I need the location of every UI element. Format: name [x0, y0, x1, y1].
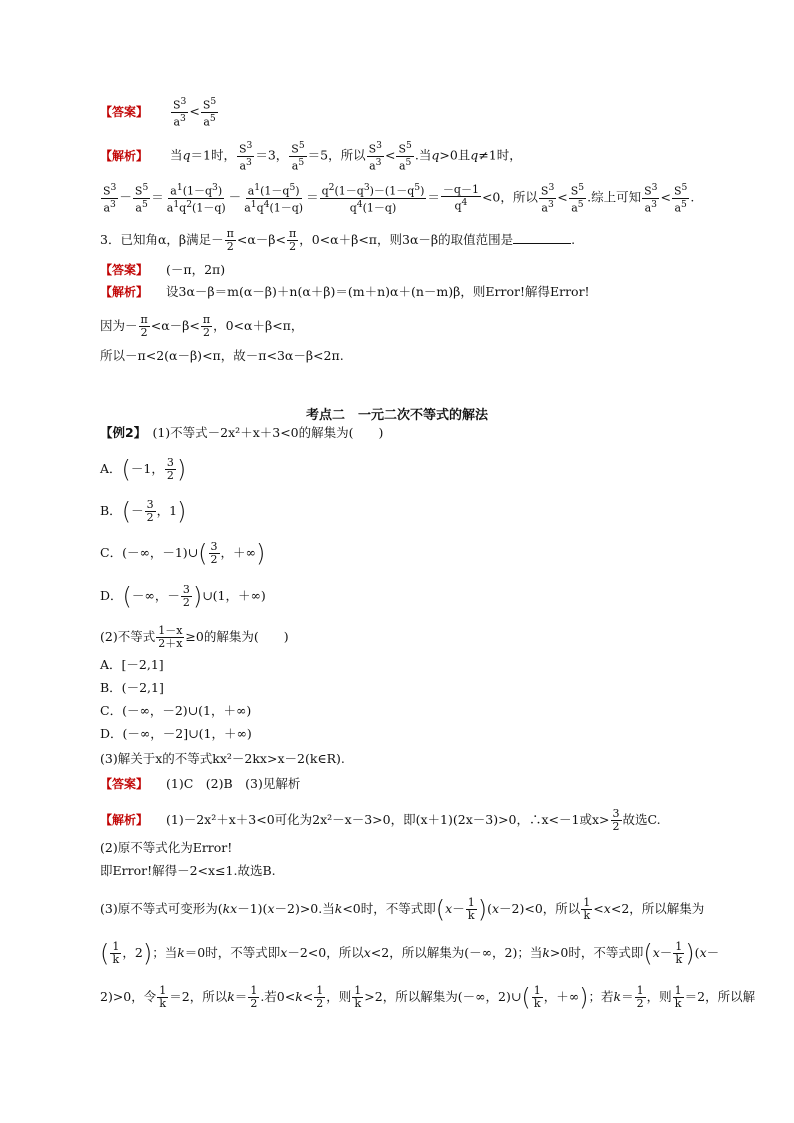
analysis-label: 【解析】: [100, 148, 149, 163]
option-a: A．(－1， $\frac{3}{2}$ ): [100, 455, 187, 484]
analysis-ex2-3a: (3)原不等式可变形为(kx－1)(x－2)>0.当k<0时，不等式即(x－ $\frac{1}{k}$ )(x－2)<0，所以 $\frac{1}{k}$ <x<2，所以解集为: [100, 895, 705, 924]
q2-option-c: C．(－∞，－2)∪(1，＋∞): [100, 703, 252, 718]
analysis-ex2-3c: 2)>0，令 $\frac{1}{k}$ ＝2，所以k＝ $\frac{1}{2}$ .若0<k< $\frac{1}{2}$ ，则 $\frac{1}{k}$ >2，所以解集为(－∞，2)∪( $\frac{1}{k}$ ，＋∞)；若k＝ $\frac{1}{2}$ ，则 $\frac{1}{k}$ ＝2，所以解: [100, 983, 756, 1012]
analysis-ex2-3b: ( $\frac{1}{k}$ ，2)；当k＝0时，不等式即x－2<0，所以x<2，所以解集为(－∞，2)；当k>0时，不等式即(x－ $\frac{1}{k}$ )(x－: [100, 939, 720, 968]
answer-line-3: 【答案】 (－π，2π): [100, 262, 226, 277]
analysis-line-3c: 所以－π<2(α－β)<π，故－π<3α－β<2π.: [100, 348, 344, 363]
example-2-q3: (3)解关于x的不等式kx²－2kx>x－2(k∈R).: [100, 751, 345, 766]
q2-option-d: D．(－∞，－2]∪(1，＋∞): [100, 726, 252, 741]
section-title: 考点二 一元二次不等式的解法: [305, 408, 488, 423]
analysis-ex2-2b: 即Error!解得－2<x≤1.故选B.: [100, 863, 276, 878]
analysis-line-1: 【解析】 当q＝1时， $\frac{S^3}{a^3}$ ＝3， $\frac{S^5}{a^5}$ ＝5，所以 $\frac{S^3}{a^3}$ < $\frac{S^5}{a^5}$ .当q>0且q≠1时，: [100, 140, 522, 173]
option-c: C．(－∞，－1)∪( $\frac{3}{2}$ ，＋∞): [100, 539, 266, 568]
answer-line-1: 【答案】 $\frac{S^3}{a^3}$ < $\frac{S^5}{a^5}$: [100, 96, 217, 129]
analysis-line-3b: 因为－ $\frac{\pi}{2}$ <α－β< $\frac{\pi}{2}$ ，0<α＋β<π，: [100, 313, 304, 339]
q2-option-b: B．(－2,1]: [100, 680, 164, 695]
analysis-line-2: $\frac{S^3}{a^3}$ － $\frac{S^5}{a^5}$ ＝ $\frac{a^1(1-q^3)}{a^1q^2(1-q)}$ － $\frac{a^1(1-q^5)}{a^1q^4(1-q)}$ ＝ $\frac{q^2(1-q^3)-(1-q^5)}{q^4(1-q)}$ ＝ $\frac{-q-1}{q^4}$ <0，所以 $\frac{S^3}{a^3}$ < $\frac{S^5}{a^5}$ .综上可知 $\frac{S^3}{a^3}$ < $\frac{S^5}{a^5}$ .: [103, 182, 695, 215]
option-d: D．(－∞，－ $\frac{3}{2}$ )∪(1，＋∞): [100, 582, 266, 611]
option-b: B．(－ $\frac{3}{2}$ ，1): [100, 497, 187, 526]
example-2-q2: (2)不等式 $\frac{1-x}{2+x}$ ≥0的解集为( ): [100, 624, 289, 650]
answer-line-ex2: 【答案】 (1)C (2)B (3)见解析: [100, 776, 301, 791]
q2-option-a: A．[－2,1]: [100, 657, 164, 672]
analysis-ex2-1: 【解析】 (1)－2x²＋x＋3<0可化为2x²－x－3>0，即(x＋1)(2x－3)>0，∴x<－1或x> $\frac{3}{2}$ 故选C.: [100, 807, 661, 833]
analysis-ex2-2a: (2)原不等式化为Error!: [100, 840, 233, 855]
problem-3: 3．已知角α，β满足－ $\frac{\pi}{2}$ <α－β< $\frac{\pi}{2}$ ，0<α＋β<π，则3α－β的取值范围是 .: [100, 227, 576, 253]
example-2-q1: 【例2】 (1)不等式－2x²＋x＋3<0的解集为( ): [100, 425, 384, 440]
answer-label: 【答案】: [100, 104, 149, 119]
analysis-line-3a: 【解析】 设3α－β＝m(α－β)＋n(α＋β)＝(m＋n)α＋(n－m)β，则Error!解得Error!: [100, 284, 590, 299]
